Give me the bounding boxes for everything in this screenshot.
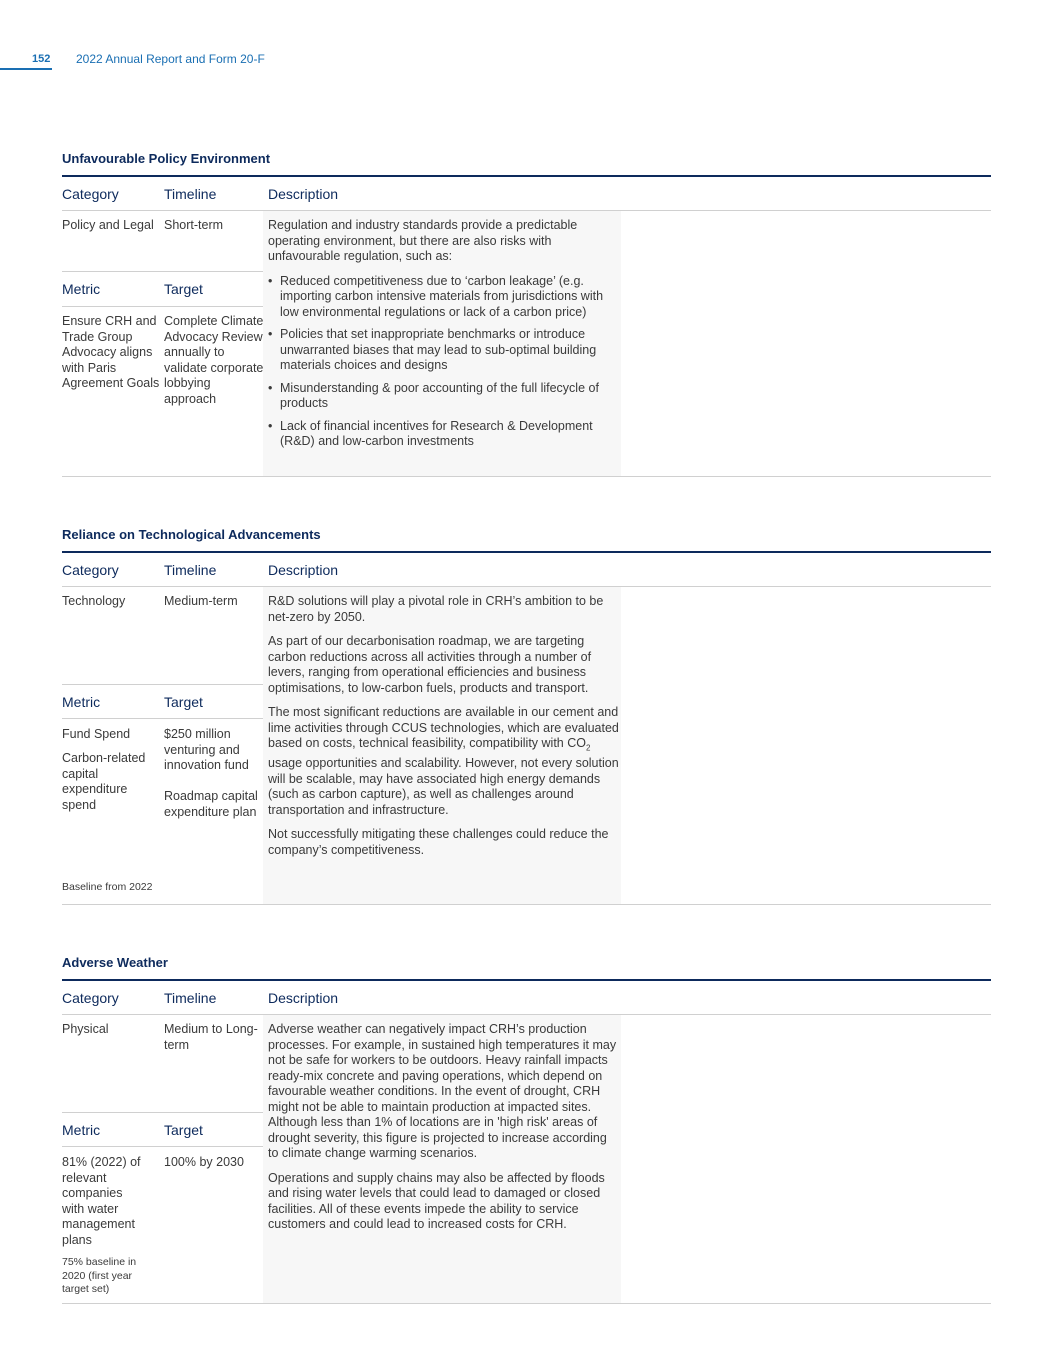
col-timeline: Timeline <box>164 990 217 1006</box>
description-paragraph: Operations and supply chains may also be affected by floods and rising water levels that could lead to damaged or closed facilities. All of these events impede the ability to service customers and could lead to increased costs for CRH. <box>268 1170 605 1231</box>
description-paragraph: Adverse weather can negatively impact CRH’s production processes. For example, in sustained high temperatures it may not be safe for workers to be outdoors. Heavy rainfall impacts ready-mix concrete and paving operations, which depend on favourable weather conditions. In the event of drought, CRH might not be able to maintain production at impacted sites. Although less than 1% of locations are in 'high risk' areas of drought severity, this figure is projected to increase according to climate change warming scenarios. <box>268 1022 617 1160</box>
col-timeline: Timeline <box>164 562 217 578</box>
list-item: • Reduced competitiveness due to ‘carbon leakage’ (e.g. importing carbon intensive materials from jurisdictions with low environmental regulations or lack of a carbon price) <box>268 274 620 321</box>
category-value: Technology <box>62 594 126 608</box>
section-technological-advancements <box>62 527 991 907</box>
baseline-note: 75% baseline in 2020 (first year target set) <box>62 1256 137 1295</box>
category-value: Physical <box>62 1022 109 1036</box>
col-category: Category <box>62 562 119 578</box>
col-description: Description <box>268 990 339 1006</box>
description-paragraph <box>268 705 620 818</box>
target-value: Complete Climate Advocacy Review annually to validate corporate lobbying approach <box>164 314 264 406</box>
col-category: Category <box>62 186 119 202</box>
timeline-value: Short-term <box>164 218 224 232</box>
subscript: 2 <box>585 743 591 753</box>
col-target: Target <box>164 1122 203 1138</box>
metric-rule-top <box>62 271 263 272</box>
col-category: Category <box>62 990 119 1006</box>
section-title: Adverse Weather <box>62 955 168 970</box>
metric-value: Ensure CRH and Trade Group Advocacy aligns with Paris Agreement Goals <box>62 314 160 390</box>
col-metric: Metric <box>62 1122 101 1138</box>
description-paragraph: R&D solutions will play a pivotal role in CRH’s ambition to be net-zero by 2050. <box>268 594 604 624</box>
document-title: 2022 Annual Report and Form 20-F <box>76 52 265 66</box>
header-rule <box>0 68 52 70</box>
metric-value: 81% (2022) of relevant companies with water management plans <box>62 1155 141 1247</box>
timeline-value: Medium-term <box>164 594 238 608</box>
list-item: • Misunderstanding & poor accounting of the full lifecycle of products <box>268 381 620 412</box>
description-intro: Regulation and industry standards provide a predictable operating environment, but there are also risks with unfavourable regulation, such as: <box>268 218 578 263</box>
page-number: 152 <box>32 53 51 65</box>
col-description: Description <box>268 562 339 578</box>
metric-value: Fund Spend <box>62 727 131 741</box>
risk-list <box>268 274 620 450</box>
section-bottom-rule <box>62 1303 991 1304</box>
target-value: Roadmap capital expenditure plan <box>164 789 258 819</box>
target-value: $250 million venturing and innovation fund <box>164 727 249 772</box>
col-description: Description <box>268 186 339 202</box>
metric-rule-bottom <box>62 306 263 307</box>
baseline-note: Baseline from 2022 <box>62 881 153 893</box>
paragraph-text: usage opportunities and scalability. However, not every solution will be scalable, may have associated high energy demands (such as carbon capture), as well as challenges around transportation and infrastructure. <box>268 756 619 817</box>
section-top-rule <box>62 551 991 553</box>
section-title: Reliance on Technological Advancements <box>62 527 321 542</box>
description-paragraph: Not successfully mitigating these challenges could reduce the company’s competitiveness. <box>268 827 609 857</box>
section-policy-environment <box>62 151 991 481</box>
section-adverse-weather <box>62 955 991 1310</box>
description-text <box>268 218 620 457</box>
section-bottom-rule <box>62 476 991 477</box>
metric-rule-bottom <box>62 1146 263 1147</box>
col-target: Target <box>164 281 203 297</box>
metric-rule-top <box>62 1112 263 1113</box>
list-item: • Policies that set inappropriate benchmarks or introduce unwarranted biases that may lead to sub-optimal building materials choices and designs <box>268 327 620 374</box>
description-text <box>268 1022 620 1242</box>
section-title: Unfavourable Policy Environment <box>62 151 271 166</box>
col-target: Target <box>164 694 203 710</box>
metric-rule-top <box>62 684 263 685</box>
section-top-rule <box>62 175 991 177</box>
metric-rule-bottom <box>62 718 263 719</box>
description-paragraph: As part of our decarbonisation roadmap, we are targeting carbon reductions across all activities through a number of levers, ranging from operational efficiencies and business optimisations, to low-carbon fuels, products and transport. <box>268 634 592 695</box>
section-bottom-rule <box>62 904 991 905</box>
target-value: 100% by 2030 <box>164 1155 244 1169</box>
section-top-rule <box>62 979 991 981</box>
timeline-value: Medium to Long-term <box>164 1022 258 1052</box>
list-item: • Lack of financial incentives for Research & Development (R&D) and low-carbon investments <box>268 419 620 450</box>
description-text <box>268 594 620 867</box>
col-timeline: Timeline <box>164 186 217 202</box>
metric-value: Carbon-related capital expenditure spend <box>62 751 146 812</box>
col-metric: Metric <box>62 281 101 297</box>
paragraph-text: The most significant reductions are available in our cement and lime activities through CCUS technologies, which are evaluated based on costs, technical feasibility, compatibility with CO <box>268 705 619 750</box>
col-metric: Metric <box>62 694 101 710</box>
category-value: Policy and Legal <box>62 218 154 232</box>
